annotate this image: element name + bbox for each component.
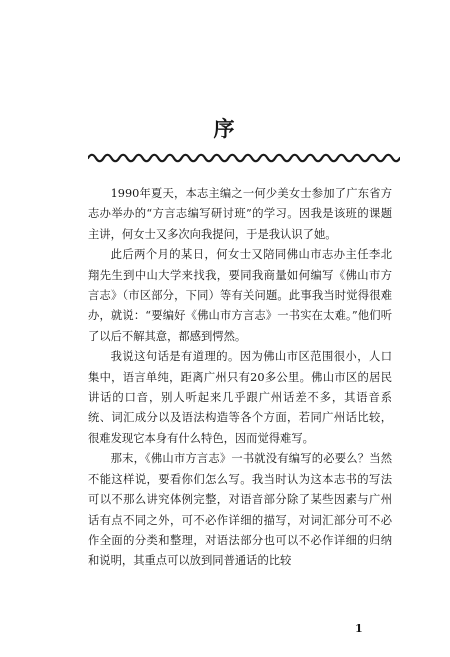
paragraph: 1990年夏天，本志主编之一何少美女士参加了广东省方志办举办的“方言志编写研讨班”的学习。因我是该班的课题主讲，何女士又多次向我提问，于是我认识了她。 — [88, 187, 392, 241]
page-number: 1 — [355, 622, 363, 635]
body-text — [88, 184, 392, 572]
paragraph: 我说这句话是有道理的。因为佛山市区范围很小，人口集中，语言单纯，距离广州只有20多公里。佛山市区的居民讲话的口音，别人听起来几乎跟广州话差不多，其语音系统、词汇成分以及语法构造等各个方面，若同广州话比较，很难发现它本身有什么特色，因而觉得难写。 — [88, 350, 392, 445]
paragraph: 那末，《佛山市方言志》一书就没有编写的必要么？当然不能这样说，要看你们怎么写。我当时认为这本志书的写法可以不那么讲究体例完整，对语音部分除了某些因素与广州话有点不同之外，可不必作详细的描写，对词汇部分可不必作全面的分类和整理，对语法部分也可以不必作详细的归纳和说明，其重点可以放到同普通话的比较 — [88, 452, 392, 568]
page-title: 序 — [213, 117, 237, 141]
paragraph: 此后两个月的某日，何女士又陪同佛山市志办主任李北翔先生到中山大学来找我，要同我商量如何编写《佛山市方言志》（市区部分，下同）等有关问题。此事我当时觉得很难办，就说：“要编好《佛山市方言志》一书实在太难。”他们听了以后不解其意，都感到愕然。 — [88, 248, 392, 343]
wavy-divider — [88, 152, 400, 164]
